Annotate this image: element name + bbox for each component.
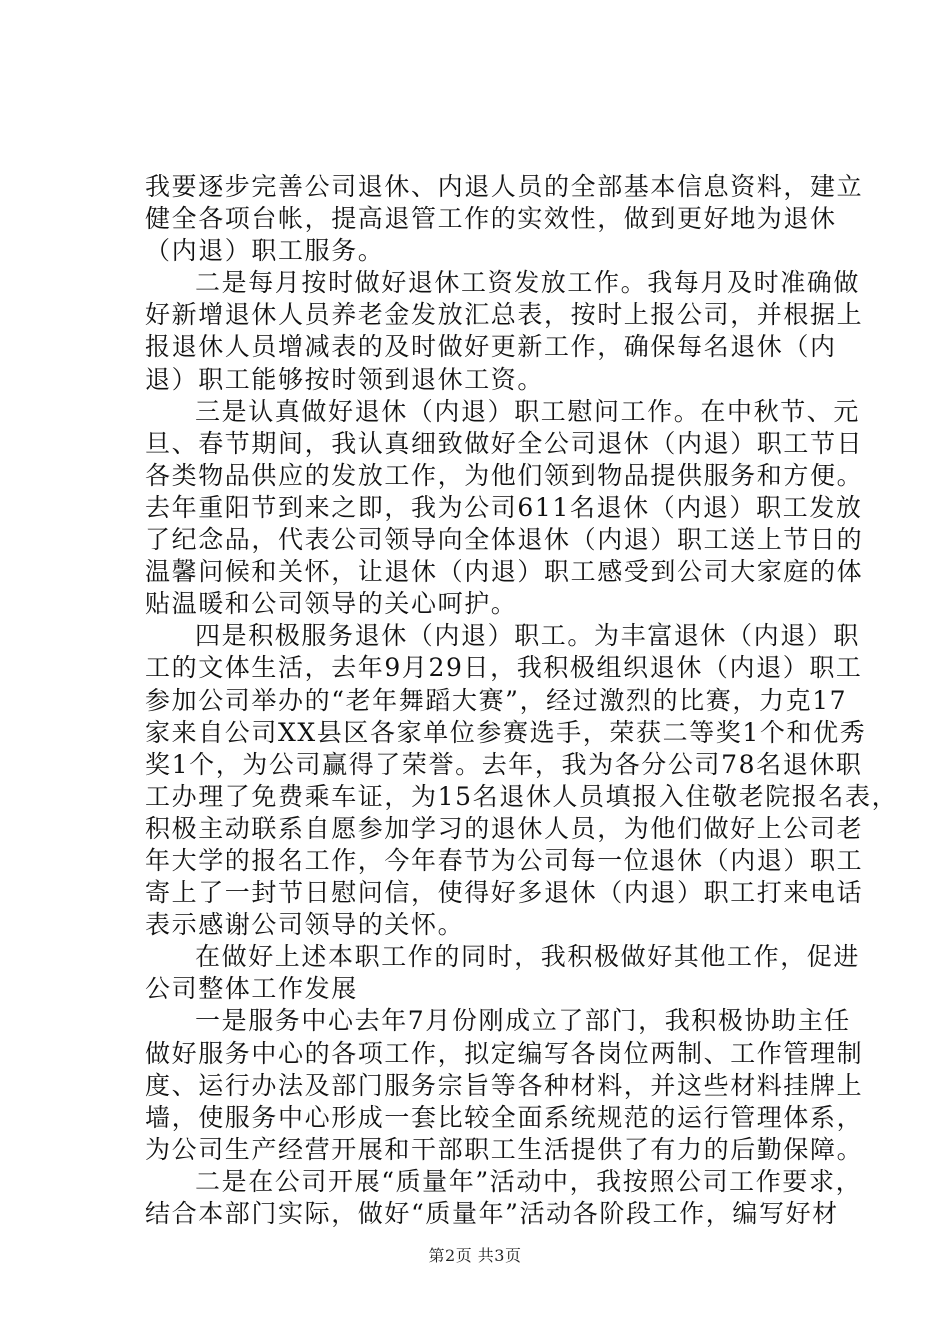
text-line: 积极主动联系自愿参加学习的退休人员，为他们做好上公司老 (145, 813, 864, 843)
text-line: 四是积极服务退休（内退）职工。为丰富退休（内退）职 (195, 621, 861, 651)
text-line: 各类物品供应的发放工作，为他们领到物品提供服务和方便。 (145, 460, 864, 490)
text-line: 工办理了免费乘车证，为15名退休人员填报入住敬老院报名表， (145, 781, 899, 811)
text-line: 三是认真做好退休（内退）职工慰问工作。在中秋节、元 (195, 396, 861, 426)
text-line: 奖1个，为公司赢得了荣誉。去年，我为各分公司78名退休职 (145, 749, 863, 779)
text-line: 参加公司举办的“老年舞蹈大赛”，经过激烈的比赛，力克17 (145, 685, 848, 715)
text-line: 温馨问候和关怀，让退休（内退）职工感受到公司大家庭的体 (145, 557, 864, 587)
text-line: 我要逐步完善公司退休、内退人员的全部基本信息资料，建立 (145, 172, 864, 201)
text-line: 报退休人员增减表的及时做好更新工作，确保每名退休（内 (145, 332, 837, 362)
page-footer: 第2页 共3页 (428, 1246, 522, 1265)
text-line: 为公司生产经营开展和干部职工生活提供了有力的后勤保障。 (145, 1134, 864, 1164)
text-line: 寄上了一封节日慰问信，使得好多退休（内退）职工打来电话 (145, 878, 864, 908)
text-line: 做好服务中心的各项工作，拟定编写各岗位两制、工作管理制 (145, 1038, 864, 1068)
text-line: 家来自公司XX县区各家单位参赛选手，荣获二等奖1个和优秀 (145, 717, 867, 747)
text-line: 年大学的报名工作，今年春节为公司每一位退休（内退）职工 (145, 845, 864, 875)
text-line: 一是服务中心去年7月份刚成立了部门，我积极协助主任 (195, 1006, 851, 1036)
text-line: 表示感谢公司领导的关怀。 (145, 910, 465, 940)
text-line: 好新增退休人员养老金发放汇总表，按时上报公司，并根据上 (145, 300, 864, 330)
text-line: （内退）职工服务。 (145, 236, 385, 266)
text-line: 二是在公司开展“质量年”活动中，我按照公司工作要求， (195, 1166, 863, 1196)
text-line: 二是每月按时做好退休工资发放工作。我每月及时准确做 (195, 268, 861, 298)
text-line: 了纪念品，代表公司领导向全体退休（内退）职工送上节日的 (145, 525, 864, 555)
text-line: 退）职工能够按时领到退休工资。 (145, 364, 545, 394)
text-line: 贴温暖和公司领导的关心呵护。 (145, 589, 518, 619)
text-line: 度、运行办法及部门服务宗旨等各种材料，并这些材料挂牌上 (145, 1070, 864, 1100)
text-line: 结合本部门实际，做好“质量年”活动各阶段工作，编写好材 (145, 1199, 839, 1228)
text-line: 在做好上述本职工作的同时，我积极做好其他工作，促进 (195, 942, 861, 972)
text-line: 公司整体工作发展 (145, 974, 358, 1004)
text-line: 去年重阳节到来之即，我为公司611名退休（内退）职工发放 (145, 492, 863, 522)
text-line: 工的文体生活，去年9月29日，我积极组织退休（内退）职工 (145, 653, 863, 683)
text-line: 旦、春节期间，我认真细致做好全公司退休（内退）职工节日 (145, 428, 864, 458)
text-line: 健全各项台帐，提高退管工作的实效性，做到更好地为退休 (145, 204, 837, 234)
document-body (145, 171, 899, 1230)
text-line: 墙，使服务中心形成一套比较全面系统规范的运行管理体系， (145, 1102, 864, 1132)
